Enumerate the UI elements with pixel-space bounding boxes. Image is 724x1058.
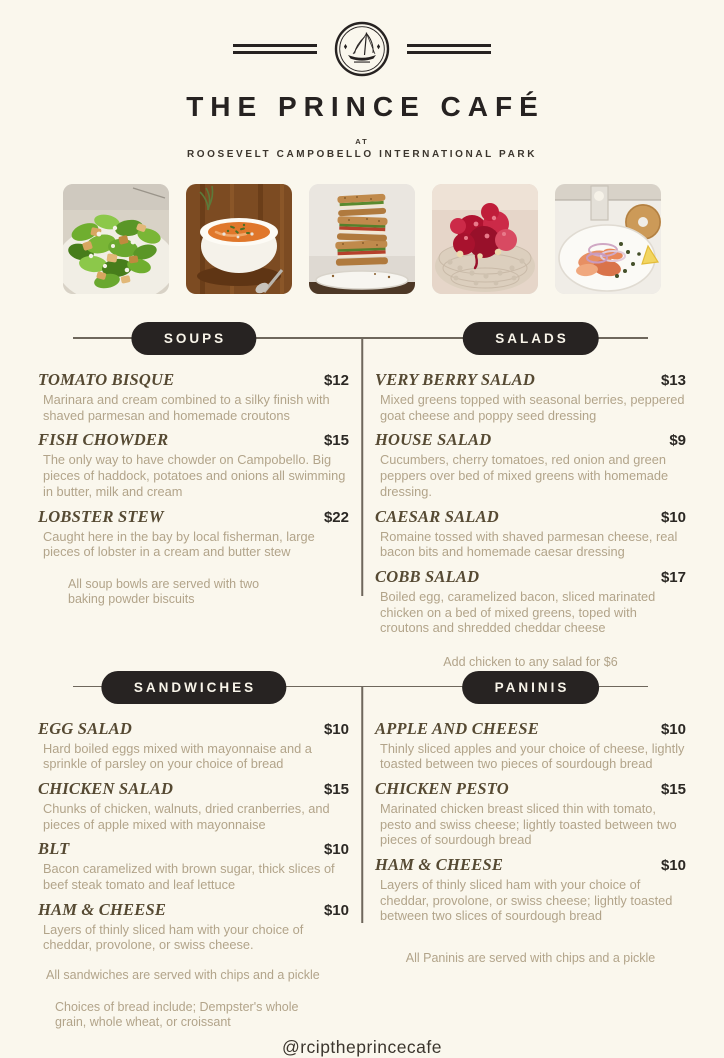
item-name: HOUSE SALAD [375, 430, 492, 450]
section-header [375, 671, 686, 704]
item-price: $10 [660, 720, 686, 738]
item-price: $15 [323, 780, 349, 798]
section-title-pill: SALADS [462, 322, 599, 355]
page-title: THE PRINCE CAFÉ [186, 91, 545, 122]
menu-item [38, 719, 349, 772]
item-name: EGG SALAD [38, 718, 132, 738]
item-name: CHICKEN SALAD [38, 778, 174, 798]
menu-item [375, 719, 686, 772]
menu-row-sandwiches-paninis [38, 671, 686, 1031]
social-handle: @rciptheprincecafe [281, 1036, 443, 1057]
subtitle-location: ROOSEVELT CAMPOBELLO INTERNATIONAL PARK [186, 149, 538, 160]
menu-item [38, 430, 349, 499]
item-price: $10 [323, 901, 349, 919]
item-price: $12 [323, 372, 349, 389]
item-name: FISH CHOWDER [38, 430, 169, 450]
item-name: LOBSTER STEW [38, 506, 164, 526]
item-description: Romaine tossed with shaved parmesan cheese, real bacon bits and homemade caesar dressing [380, 528, 678, 560]
item-name: BLT [38, 839, 70, 859]
item-description: Chunks of chicken, walnuts, dried cranberries, and pieces of apple mixed with mayonnaise [43, 800, 330, 832]
menu-item [375, 855, 686, 924]
section-header [38, 671, 349, 704]
salmon-bagel-photo [555, 184, 661, 294]
soups-note: All soup bowls are served with two baking powder biscuits [68, 576, 260, 607]
salads-note: Add chicken to any salad for $6 [443, 655, 618, 670]
item-name: CAESAR SALAD [375, 506, 499, 526]
column-divider [361, 686, 363, 923]
column-divider [361, 337, 363, 596]
item-price: $13 [660, 372, 686, 389]
section-title-pill: SANDWICHES [101, 671, 286, 704]
photo-strip [0, 184, 724, 294]
tomato-soup-photo [186, 184, 292, 294]
item-description: Bacon caramelized with brown sugar, thick slices of beef steak tomato and leaf lettuce [43, 861, 335, 893]
section-header [375, 322, 686, 355]
item-price: $17 [660, 568, 686, 586]
berry-dessert-photo [432, 184, 538, 294]
item-name: CHICKEN PESTO [375, 778, 509, 798]
section-sandwiches [38, 671, 349, 1031]
section-paninis [375, 671, 686, 1031]
section-title-pill: PANINIS [462, 671, 600, 704]
item-description: Marinara and cream combined to a silky finish with shaved parmesan and homemade croutons [43, 392, 330, 423]
menu-item [38, 839, 349, 892]
section-salads [375, 322, 686, 671]
menu-item [375, 507, 686, 560]
item-price: $10 [323, 720, 349, 738]
menu-item [38, 507, 349, 560]
item-name: TOMATO BISQUE [38, 370, 175, 389]
item-price: $9 [669, 432, 686, 450]
menu-item [375, 370, 686, 423]
menu-item [38, 900, 349, 953]
paninis-note: All Paninis are served with chips and a pickle [405, 951, 656, 966]
logo-row [0, 20, 724, 78]
item-description: Hard boiled eggs mixed with mayonnaise and a sprinkle of parsley on your choice of bread [43, 740, 312, 772]
item-description: Thinly sliced apples and your choice of cheese, lightly toasted between two pieces of sourdough bread [380, 740, 685, 772]
item-description: The only way to have chowder on Campobello. Big pieces of haddock, potatoes and onions all swimming in butter, milk and cream [43, 452, 346, 499]
sandwiches-note: All sandwiches are served with chips and a pickle [46, 968, 320, 983]
item-description: Caught here in the bay by local fisherman, large pieces of lobster in a cream and butter stew [43, 528, 315, 560]
item-description: Boiled egg, caramelized bacon, sliced marinated chicken on a bed of mixed greens, toped with croutons and shredded cheddar cheese [380, 588, 656, 636]
item-price: $15 [323, 432, 349, 450]
menu-item [375, 430, 686, 499]
menu-item [375, 779, 686, 848]
item-description: Layers of thinly sliced ham with your choice of cheddar, provolone, or swiss cheese. [43, 921, 304, 953]
item-price: $22 [323, 508, 349, 526]
menu-item [38, 779, 349, 832]
section-header [38, 322, 349, 355]
item-price: $10 [323, 841, 349, 859]
item-name: HAM & CHEESE [375, 855, 504, 875]
menu-body [0, 322, 724, 1031]
item-name: VERY BERRY SALAD [375, 370, 536, 389]
menu-header [0, 0, 724, 160]
item-name: APPLE AND CHEESE [375, 718, 539, 738]
item-description: Mixed greens topped with seasonal berries, peppered goat cheese and poppy seed dressing [380, 392, 685, 423]
item-description: Cucumbers, cherry tomatoes, red onion and green peppers over bed of mixed greens with homemade dressing. [380, 452, 669, 499]
item-name: COBB SALAD [375, 566, 480, 586]
item-name: HAM & CHEESE [38, 899, 167, 919]
panini-stack-photo [309, 184, 415, 294]
menu-item [375, 567, 686, 636]
double-line-right [407, 44, 491, 54]
section-title-pill: SOUPS [131, 322, 256, 355]
sailboat-badge-icon [333, 20, 391, 78]
section-soups [38, 322, 349, 671]
menu-item [38, 370, 349, 423]
subtitle-at: AT [355, 137, 369, 146]
item-description: Layers of thinly sliced ham with your choice of cheddar, provolone, or swiss cheese; lightly toasted between two slices of sourdough bread [380, 877, 673, 924]
caesar-salad-photo [63, 184, 169, 294]
item-price: $10 [660, 508, 686, 526]
bread-choices-note: Choices of bread include; Dempster's whole grain, whole wheat, or croissant [55, 999, 299, 1030]
item-price: $15 [660, 780, 686, 798]
menu-row-soups-salads [38, 322, 686, 671]
item-description: Marinated chicken breast sliced thin with tomato, pesto and swiss cheese; lightly toasted between two pieces of sourdough bread [380, 800, 677, 848]
item-price: $10 [660, 857, 686, 875]
double-line-left [233, 44, 317, 54]
